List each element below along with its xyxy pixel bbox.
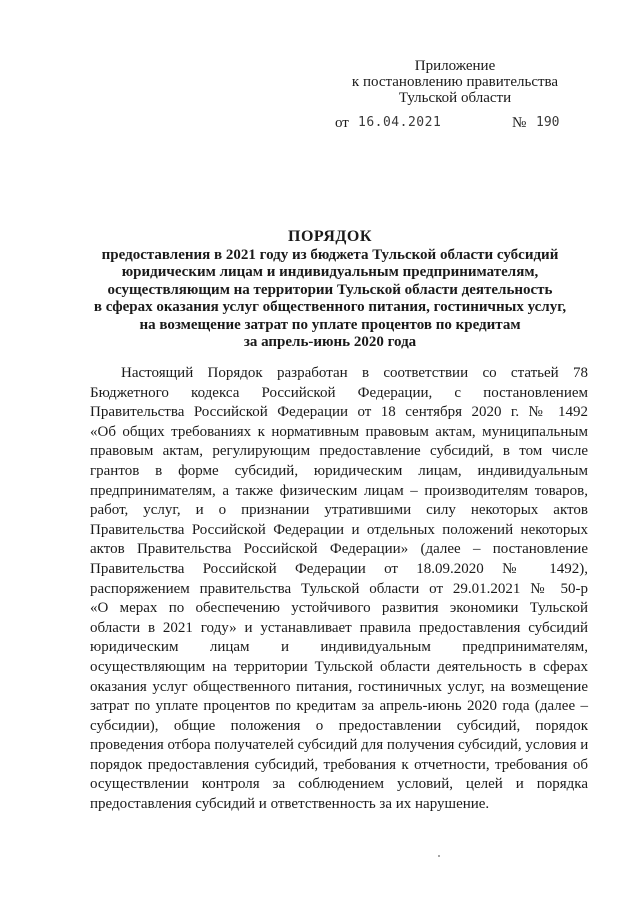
body-line: правовым актам, регулирующим предоставление субсидий, в том числе [90,443,588,460]
number-sign: № [512,115,527,131]
body-line: предпринимателям, а также физическим лицам – производителям товаров, [90,482,588,499]
body-line: Бюджетного кодекса Российской Федерации, с постановлением [90,384,588,401]
appendix-line: к постановлению правительства [351,74,559,90]
date-prefix: от [335,115,349,131]
subtitle-line: предоставления в 2021 году из бюджета Тульской области субсидий [101,246,559,263]
body-line: порядок предоставления субсидий, требования к отчетности, требования об [90,756,588,773]
body-line: осуществляющим на территории Тульской области деятельность в сферах [90,658,588,675]
title-main: ПОРЯДОК [288,228,372,245]
body-line: «О мерах по обеспечению устойчивого развития экономики Тульской [90,600,588,617]
body-line: Правительства Российской Федерации и отдельных положений некоторых [90,521,588,538]
body-line: области в 2021 году» и устанавливает правила предоставления субсидий [90,619,588,636]
body-line: Правительства Российской Федерации от 18.09.2020 № 1492), [90,560,588,577]
appendix-header [330,58,580,106]
body-line: распоряжением правительства Тульской области от 29.01.2021 № 50-р [90,580,588,597]
date-number-line [335,115,575,135]
body-line: оказания услуг общественного питания, гостиничных услуг, на возмещение [90,678,588,695]
document-number: 190 [536,115,560,130]
appendix-line: Приложение [414,58,496,74]
subtitle-line: в сферах оказания услуг общественного питания, гостиничных услуг, [93,299,567,315]
subtitle-line: юридическим лицам и индивидуальным предпринимателям, [121,264,539,280]
body-line: предоставления субсидий и ответственность за их нарушение. [90,796,490,813]
body-line: субсидии), общие положения о предоставлении субсидий, порядок [90,717,588,734]
body-line: Настоящий Порядок разработан в соответствии со статьей 78 [121,365,588,381]
body-line: осуществлении контроля за соблюдением условий, целей и порядка [90,776,588,793]
subtitle-line: осуществляющим на территории Тульской области деятельность [107,281,553,298]
document-date: 16.04.2021 [358,115,442,130]
body-line: проведения отбора получателей субсидий для получения субсидий, условия и [90,737,589,754]
body-line: грантов в форме субсидий, юридическим лицам, индивидуальным [90,462,588,479]
body-paragraph [90,364,588,815]
document-title [80,228,580,352]
body-line: актов Правительства Российской Федерации» (далее – постановление [90,541,588,558]
subtitle-line: на возмещение затрат по уплате процентов по кредитам [139,316,521,333]
body-line: Правительства Российской Федерации от 18 сентября 2020 г. № 1492 [90,404,588,421]
body-line: работ, услуг, и о признании утратившими силу некоторых актов [90,502,588,519]
appendix-line: Тульской области [398,90,512,106]
body-line: «Об общих требованиях к нормативным правовым актам, муниципальным [90,423,588,440]
body-line: юридическим лицам и индивидуальным предпринимателям, [90,639,588,656]
body-line: затрат по уплате процентов по кредитам за апрель-июнь 2020 года (далее – [90,698,588,715]
scan-speck [438,855,440,857]
subtitle-line: за апрель-июнь 2020 года [243,334,417,350]
